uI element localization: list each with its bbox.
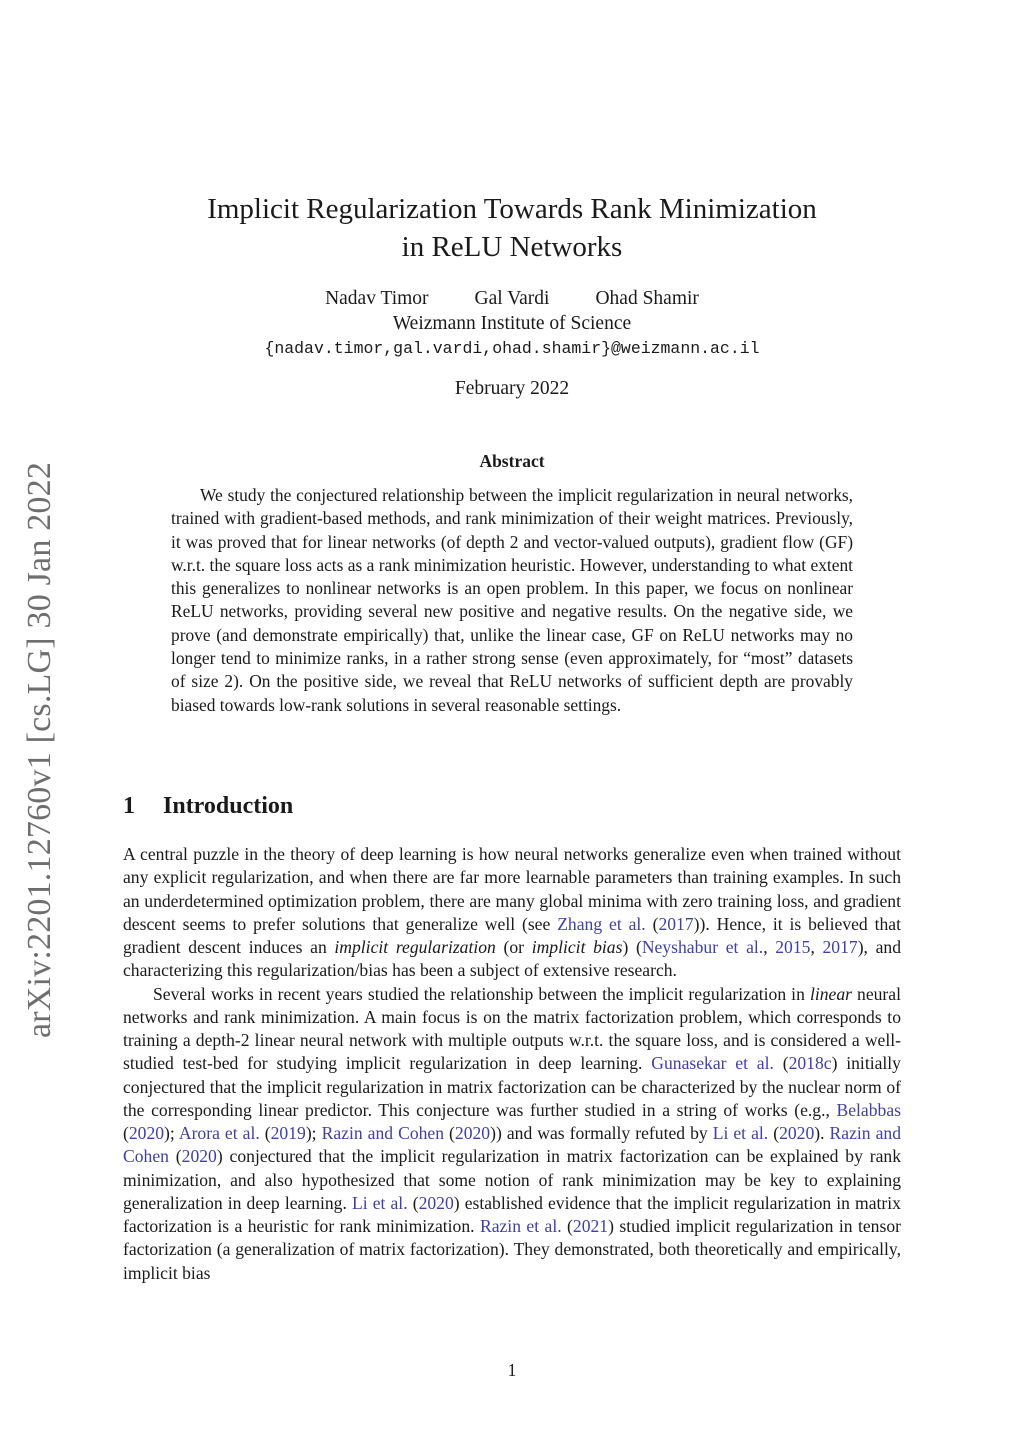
author-name: Gal Vardi: [474, 288, 550, 309]
author-list: [200, 288, 824, 310]
citation-year-link[interactable]: 2020: [454, 1123, 491, 1143]
citation-year-link[interactable]: 2020: [128, 1123, 165, 1143]
emphasis: linear: [809, 983, 852, 1004]
author-name: Ohad Shamir: [595, 288, 699, 309]
citation-year-link[interactable]: 2017: [822, 937, 858, 957]
citation-link[interactable]: Zhang et al.: [557, 913, 646, 934]
citation-year-link[interactable]: 2019: [270, 1123, 306, 1143]
citation-link[interactable]: Gunasekar et al.: [651, 1053, 774, 1074]
paper-title: [150, 190, 874, 266]
citation-link[interactable]: Razin and Cohen: [123, 1123, 902, 1167]
publication-date: February 2022: [454, 378, 570, 399]
title-line-1: Implicit Regularization Towards Rank Minimization: [207, 193, 817, 225]
citation-link[interactable]: Neyshabur et al.: [641, 937, 764, 957]
citation-link[interactable]: Arora et al.: [178, 1123, 260, 1143]
emphasis: implicit regularization: [334, 937, 496, 957]
citation-link[interactable]: Belabbas: [836, 1099, 901, 1120]
section-title: Introduction: [163, 793, 294, 819]
citation-link[interactable]: Li et al.: [712, 1123, 769, 1143]
abstract-text: We study the conjectured relationship between the implicit regularization in neural networks, trained with gradient-based methods, and rank minimization of their weight matrices. Previously, it was proved that for linear networks (of depth 2 and vector-valued outputs), gradient flow (GF) w.r.t. the square loss acts as a rank minimization heuristic. However, understanding to what extent this generalizes to nonlinear networks is an open problem. In this paper, we focus on nonlinear ReLU networks, providing several new positive and negative results. On the negative side, we prove (and demonstrate empirically) that, unlike the linear case, GF on ReLU networks may no longer tend to minimize ranks, in a rather strong sense (even approximately, for “most” datasets of size 2). On the positive side, we reveal that ReLU networks of sufficient depth are provably biased towards low-rank solutions in several reasonable settings.: [171, 485, 853, 715]
citation-link[interactable]: Razin et al.: [479, 1216, 562, 1236]
citation-link[interactable]: Razin and Cohen: [321, 1123, 445, 1143]
emphasis: implicit bias: [531, 937, 623, 957]
arxiv-stamp: arXiv:2201.12760v1 [cs.LG] 30 Jan 2022: [21, 461, 58, 1039]
section-heading: [123, 793, 723, 820]
author-name: Nadav Timor: [325, 288, 429, 309]
citation-link[interactable]: Li et al.: [351, 1192, 408, 1213]
paragraph: A central puzzle in the theory of deep learning is how neural networks generalize even when trained without any explicit regularization, and when there are far more learnable parameters than training examples. In such an underdetermined optimization problem, there are many global minima with zero training loss, and gradient descent seems to prefer solutions that generalize well (see Zhang et al. (2017)). Hence, it is believed that gradient descent induces an implicit regularization (or implicit bias) (Neyshabur et al., 2015, 2017), and characterizing this regularization/bias has been a subject of extensive research.: [123, 844, 902, 981]
author-emails: {nadav.timor,gal.vardi,ohad.shamir}@weizmann.ac.il: [264, 339, 760, 358]
citation-year-link[interactable]: 2020: [418, 1192, 454, 1213]
paragraph: Several works in recent years studied the relationship between the implicit regularization in linear neural networks and rank minimization. A main focus is on the matrix factorization problem, which corresponds to training a depth-2 linear neural network with multiple outputs w.r.t. the square loss, and is considered a well-studied test-bed for studying implicit regularization in deep learning. Gunasekar et al. (2018c) initially conjectured that the implicit regularization in matrix factorization can be characterized by the nuclear norm of the corresponding linear predictor. This conjecture was further studied in a string of works (e.g., Belabbas (2020); Arora et al. (2019); Razin and Cohen (2020)) and was formally refuted by Li et al. (2020). Razin and Cohen (2020) conjectured that the implicit regularization in matrix factorization can be explained by rank minimization, and also hypothesized that some notion of rank minimization may be key to explaining generalization in deep learning. Li et al. (2020) established evidence that the implicit regularization in matrix factorization is a heuristic for rank minimization. Razin et al. (2021) studied implicit regularization in tensor factorization (a generalization of matrix factorization). They demonstrated, both theoretically and empirically, implicit bias: [123, 983, 902, 1283]
affiliation: Weizmann Institute of Science: [392, 313, 632, 334]
citation-year-link[interactable]: 2020: [779, 1123, 815, 1143]
section-number: 1: [123, 793, 135, 819]
citation-year-link[interactable]: 2017: [658, 913, 694, 934]
citation-year-link[interactable]: 2020: [181, 1146, 217, 1167]
citation-year-link[interactable]: 2021: [572, 1216, 609, 1236]
title-line-2: in ReLU Networks: [401, 231, 623, 263]
citation-year-link[interactable]: 2015: [775, 937, 811, 957]
citation-year-link[interactable]: 2018c: [788, 1053, 832, 1074]
page-number: 1: [507, 1360, 517, 1380]
section-body: [123, 843, 901, 1285]
abstract-heading: Abstract: [479, 451, 545, 471]
